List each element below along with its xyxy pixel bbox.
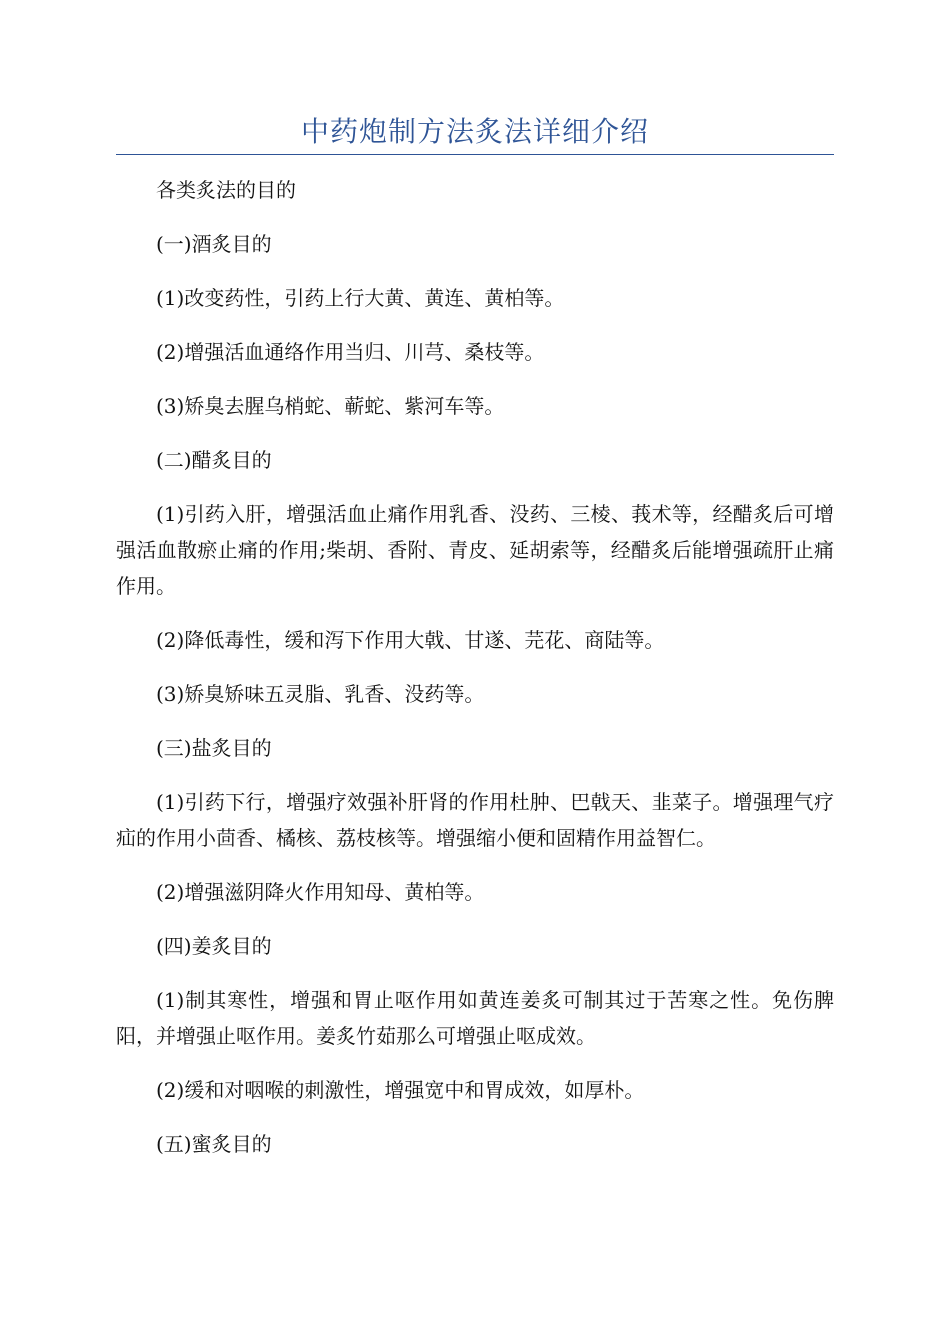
- paragraph: (2)增强滋阴降火作用知母、黄柏等。: [156, 880, 485, 904]
- paragraph: 各类炙法的目的: [156, 178, 296, 202]
- section-heading: (五)蜜炙目的: [156, 1132, 272, 1156]
- paragraph: (1)引药下行，增强疗效强补肝肾的作用杜肿、巴戟天、韭菜子。增强理气疗疝的作用小茴香、橘核、荔枝核等。增强缩小便和固精作用益智仁。: [116, 790, 834, 850]
- paragraph: (3)矫臭去腥乌梢蛇、蕲蛇、紫河车等。: [156, 394, 505, 418]
- paragraph: (1)改变药性，引药上行大黄、黄连、黄柏等。: [156, 286, 565, 310]
- section-heading: (三)盐炙目的: [156, 736, 272, 760]
- paragraph: (2)增强活血通络作用当归、川芎、桑枝等。: [156, 340, 545, 364]
- paragraph: (2)缓和对咽喉的刺激性，增强宽中和胃成效，如厚朴。: [156, 1078, 645, 1102]
- paragraph: (2)降低毒性，缓和泻下作用大戟、甘遂、芫花、商陆等。: [156, 628, 665, 652]
- document-title: 中药炮制方法炙法详细介绍: [300, 115, 649, 148]
- section-heading: (一)酒炙目的: [156, 232, 272, 256]
- title-underline: [116, 154, 834, 155]
- document-body: [116, 172, 834, 1180]
- section-heading: (四)姜炙目的: [156, 934, 272, 958]
- paragraph: (3)矫臭矫味五灵脂、乳香、没药等。: [156, 682, 485, 706]
- paragraph: (1)引药入肝，增强活血止痛作用乳香、没药、三棱、莪术等，经醋炙后可增强活血散瘀止痛的作用;柴胡、香附、青皮、延胡索等，经醋炙后能增强疏肝止痛作用。: [116, 502, 834, 598]
- paragraph: (1)制其寒性，增强和胃止呕作用如黄连姜炙可制其过于苦寒之性。免伤脾阳，并增强止呕作用。姜炙竹茹那么可增强止呕成效。: [116, 988, 834, 1048]
- section-heading: (二)醋炙目的: [156, 448, 272, 472]
